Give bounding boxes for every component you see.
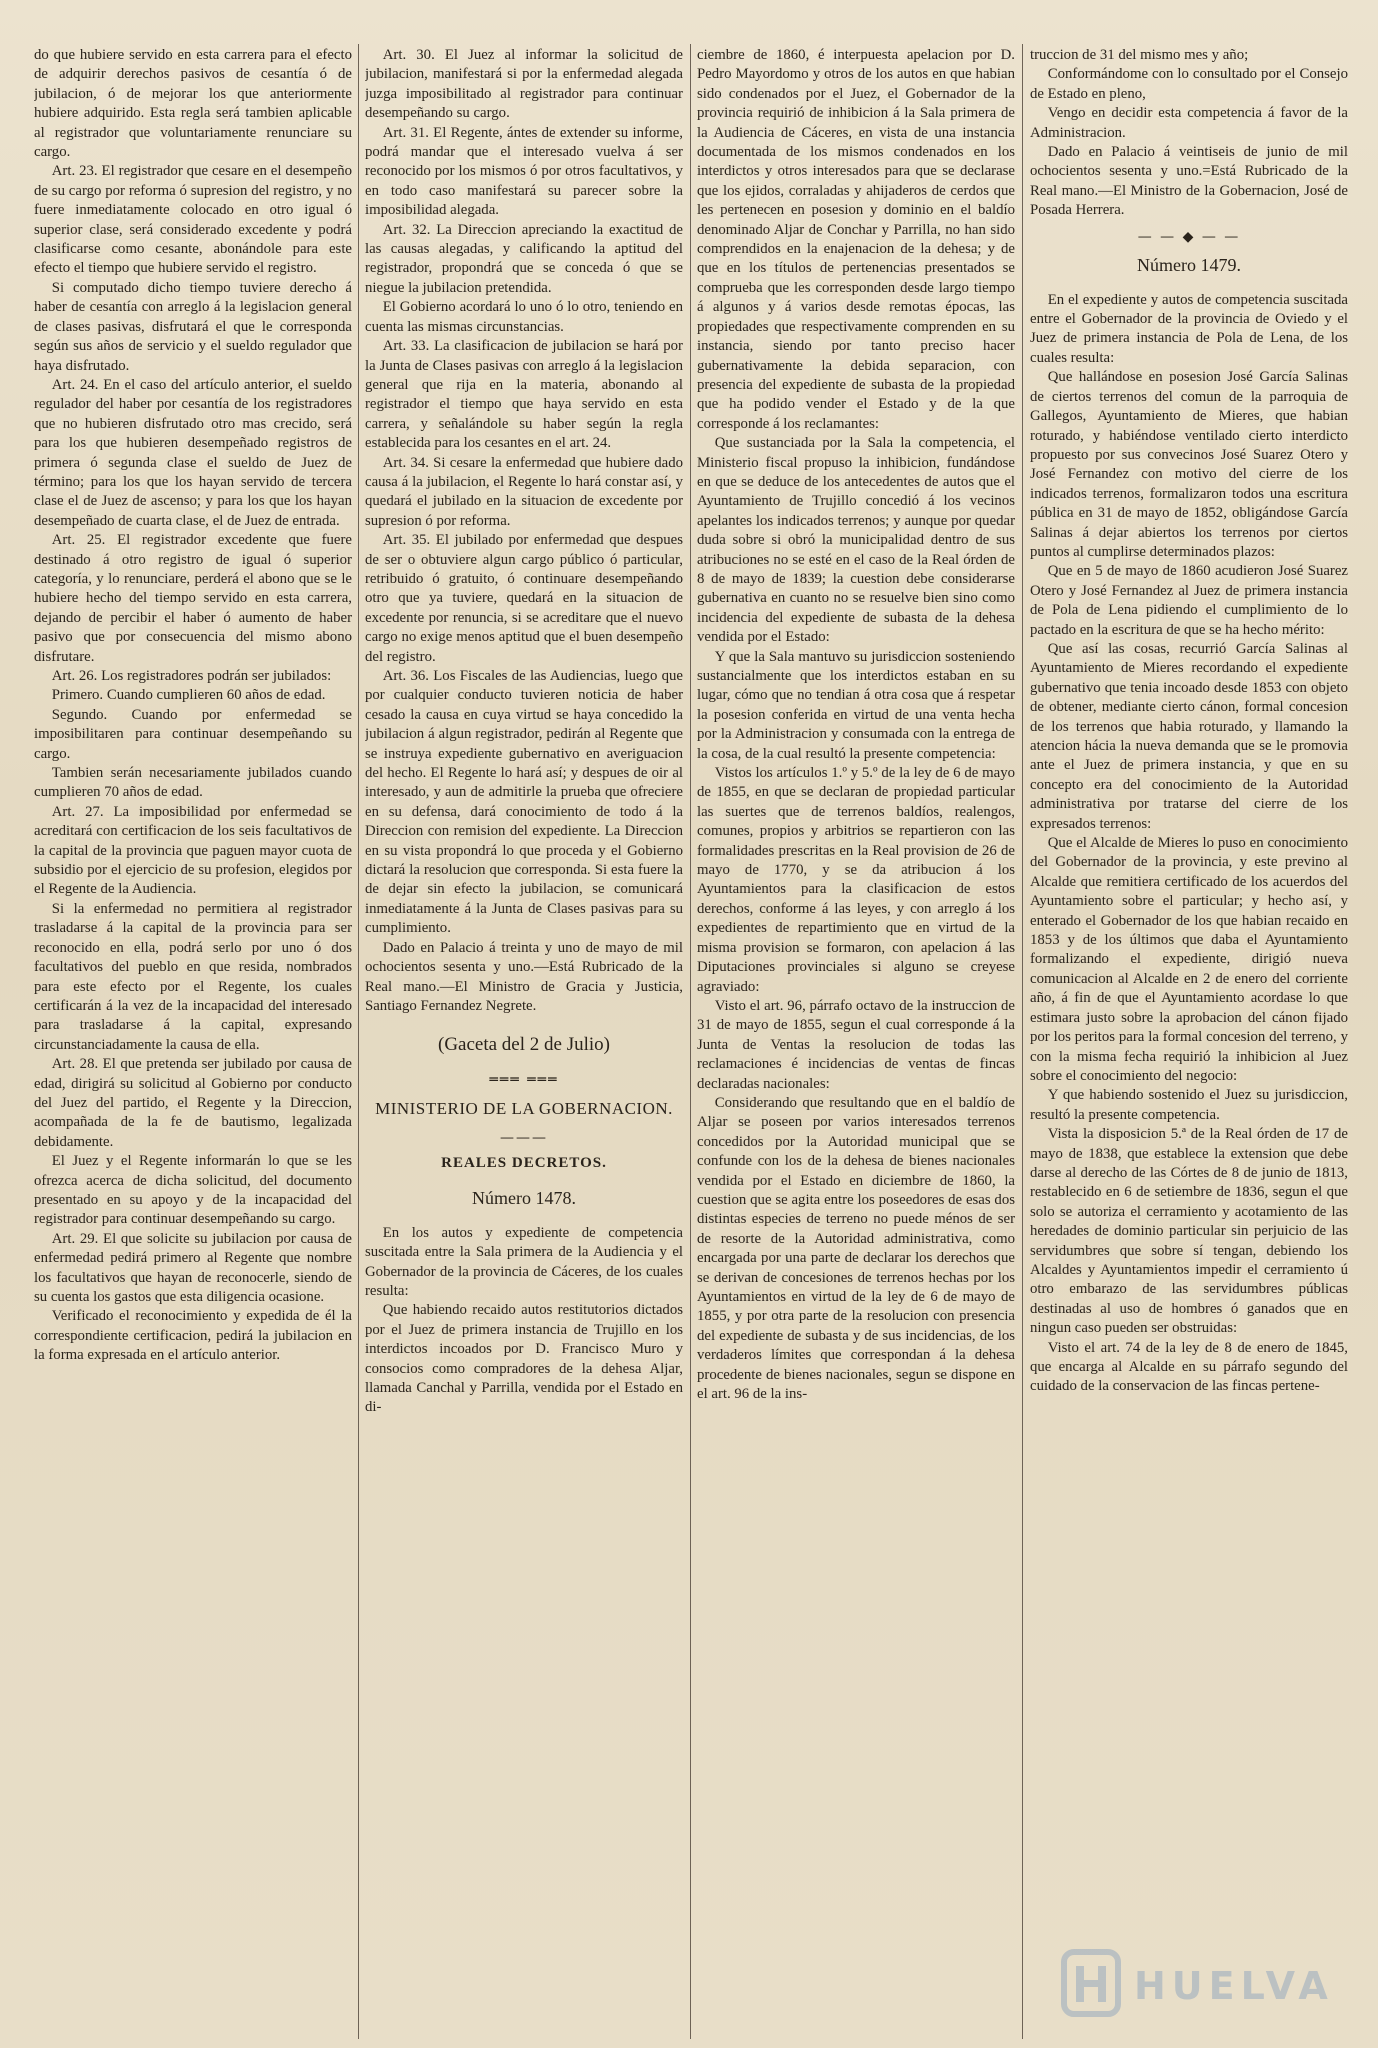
column-3 [697,46,1015,2036]
paragraph: Que habiendo recaido autos restitutorios dictados por el Juez de primera instancia de Trujillo en los interdictos incoados por D. Francisco Muro y consocios como compradores de la dehesa Aljar, llamada Canchal y Parrilla, vendida por el Estado en di- [365,1302,683,1416]
paragraph: Art. 36. Los Fiscales de las Audiencias, luego que por cualquier conducto tuvieren noticia de haber cesado la causa en cuya virtud se haya concedido la jubilacion á algun registrador, pedirán al Regente que se instruya expediente gubernativo en averiguacion del hecho. El Regente lo hará así; y despues de oir al interesado, y aun de admitirle la prueba que ofreciere en su defensa, dará conocimiento de todo á la Direccion con remision del expediente. La Direccion en su vista propondrá lo que proceda y el Gobierno dictará la resolucion que corresponda. Si esta fuere la de dejar sin efecto la jubilacion, se comunicará inmediatamente á la Junta de Clases pasivas para su cumplimiento. [365,668,683,937]
paragraph: Y que habiendo sostenido el Juez su jurisdiccion, resultó la presente competencia. [1030,1087,1348,1123]
paragraph: Art. 34. Si cesare la enfermedad que hubiere dado causa á la jubilacion, el Regente lo hará constar así, y quedará el jubilado en la situacion de excedente por supresion ó por reforma. [365,454,683,529]
section-heading: REALES DECRETOS. [441,1155,607,1172]
paragraph: Art. 29. El que solicite su jubilacion por causa de enfermedad pedirá primero al Regente que nombre los facultativos que hayan de reconocerle, siendo de su cuenta los gastos que esta diligencia ocasione. [34,1230,352,1305]
paragraph: Visto el art. 74 de la ley de 8 de enero de 1845, que encarga al Alcalde en su párrafo segundo del cuidado de la conservacion de las fincas pertene- [1030,1339,1348,1395]
paragraph: En los autos y expediente de competencia suscitada entre la Sala primera de la Audiencia y el Gobernador de la provincia de Cáceres, de los cuales resulta: [365,1224,683,1299]
paragraph: truccion de 31 del mismo mes y año; [1030,47,1249,63]
paragraph: Vengo en decidir esta competencia á favor de la Administracion. [1030,105,1348,141]
column-4 [1030,46,1348,2036]
paragraph: Y que la Sala mantuvo su jurisdiccion sosteniendo sustancialmente que los interdictos estaban en su lugar, cómo que no tendian á otra cosa que á respetar la posesion conferida en virtud de una venta hecha por la Administracion y consumada con la entrega de la cosa, de la cual resultó la presente competencia: [697,648,1015,762]
paragraph: Art. 28. El que pretenda ser jubilado por causa de edad, dirigirá su solicitud al Gobierno por conducto del Juez del partido, el Regente y la Direccion, acompañada de la fe de bautismo, legalizada debidamente. [34,1056,352,1150]
paragraph: ciembre de 1860, é interpuesta apelacion por D. Pedro Mayordomo y otros de los autos en que habian sido condenados por el Juez, el Gobernador de la provincia requirió de inhibicion á la Sala primera de la Audiencia de Cáceres, en vista de una instancia documentada de los mismos condenados en los interdictos y otros interesados para que se declarase que los ejidos, corraladas y ahijaderos de cerdos que les pertenecen en posesion y dominio en el baldío denominado Aljar de Conchar y Parrilla, no han sido comprendidos en la enajenacion de la dehesa; y de que en los títulos de pertenencias presentados se comprueba que les corresponden desde largo tiempo á algunos y á varios desde remotas épocas, las propiedades que respectivamente comprenden en su instancia, siendo por tanto preciso hacer gubernativamente la debida separacion, con presencia del expediente de subasta de la propiedad que ha podido vender el Estado y de la que corresponde á los reclamantes: [697,47,1015,432]
paragraph: Conformándome con lo consultado por el Consejo de Estado en pleno, [1030,66,1348,102]
column-rule [1022,44,1023,2039]
paragraph: Art. 33. La clasificacion de jubilacion se hará por la Junta de Clases pasivas con arreglo á la legislacion general que rija en la materia, abonando al registrador el tiempo que haya servido en esta carrera, y señalándole su haber según la regla establecida para los cesantes en el art. 24. [365,338,683,452]
decree-number: Número 1478. [472,1187,576,1208]
paragraph: Art. 35. El jubilado por enfermedad que despues de ser o obtuviere algun cargo público ó particular, retribuido ó gratuito, ó continuare desempeñando otro que ya tuviere, quedará en la situacion de excedente por renuncia, si se acreditare que el nuevo cargo no exige menos aptitud que el buen desempeño del registro. [365,532,683,665]
paragraph: Verificado el reconocimiento y expedida de él la correspondiente certificacion, pedirá la jubilacion en la forma expresada en el artículo anterior. [34,1308,352,1364]
ornament-divider: ═══ ═══ [489,1072,559,1089]
paragraph: El Gobierno acordará lo uno ó lo otro, teniendo en cuenta las mismas circunstancias. [365,299,683,335]
paragraph: Que en 5 de mayo de 1860 acudieron José Suarez Otero y José Fernandez al Juez de primera instancia de Pola de Lena pidiendo el cumplimiento de lo pactado en la escritura de que se ha hecho mérito: [1030,563,1348,638]
paragraph: Vista la disposicion 5.ª de la Real órden de 17 de mayo de 1838, que establece la extension que debe darse al derecho de las Córtes de 8 de junio de 1813, restablecido en 6 de setiembre de 1836, segun el que solo se autoriza el cerramiento y acotamiento de las heredades de dominio particular sin perjuicio de las servidumbres que sobre sí tengan, debiendo los Alcaldes y Ayuntamientos impedir el cerramiento ú otro embarazo de las servidumbres públicas destinadas al uso de hombres ó ganados que en ningun caso pueden ser obstruidas: [1030,1126,1348,1337]
paragraph: Art. 24. En el caso del artículo anterior, el sueldo regulador del haber por cesantía de los registradores que no hubieren disfrutado otro mas crecido, será para los que hubieren desempeñado registros de primera ó segunda clase el sueldo de Juez de término; para los que los hayan servido de tercera clase el de Juez de ascenso; y para los que los hayan desempeñado de cuarta clase, el de Juez de entrada. [34,376,352,529]
gaceta-date: (Gaceta del 2 de Julio) [438,1034,610,1056]
paragraph: Art. 23. El registrador que cesare en el desempeño de su cargo por reforma ó supresion del registro, y no fuere inmediatamente colocado en otro igual ó superior clase, será considerado excedente y podrá clasificarse como cesante, abonándole para este efecto el tiempo que hubiere servido el registro. [34,163,352,277]
paragraph: Tambien serán necesariamente jubilados cuando cumplieren 70 años de edad. [34,765,352,801]
paragraph: Que hallándose en posesion José García Salinas de ciertos terrenos del comun de la parroquia de Gallegos, Ayuntamiento de Mieres, que habian roturado, y habiéndose ventilado cierto interdicto propuesto por sus convecinos José Suarez Otero y José Fernandez con motivo del cierre de los indicados terrenos, formalizaron todos una escritura pública en 31 de mayo de 1852, obligándose García Salinas á dejar abiertos los terrenos por ciertos puntos al cumplirse determinados plazos: [1030,369,1348,560]
watermark-text: HUELVA [1134,1964,1334,2008]
paragraph: Si computado dicho tiempo tuviere derecho á haber de cesantía con arreglo á la legislacion general de clases pasivas, disfrutará el que le corresponda según sus años de servicio y el sueldo regulador que haya disfrutado. [34,279,352,374]
paragraph: Art. 27. La imposibilidad por enfermedad se acreditará con certificacion de los seis facultativos de la capital de la provincia que paguen mayor cuota de subsidio por el ejercicio de su profesion, elegidos por el Regente de la Audiencia. [34,803,352,898]
short-rule: ——— [500,1130,548,1147]
column-rule [690,44,691,2039]
paragraph: Art. 26. Los registradores podrán ser jubilados: [51,668,332,684]
column-2 [365,46,683,2036]
paragraph: Art. 30. El Juez al informar la solicitud de jubilacion, manifestará si por la enfermedad alegada juzga imposibilitado al registrador para continuar desempeñando su cargo. [365,47,683,122]
paragraph: Vistos los artículos 1.º y 5.º de la ley de 6 de mayo de 1855, en que se declaran de propiedad particular las suertes que de terrenos baldíos, realengos, comunes, propios y arbitrios se repartieron con las formalidades prescritas en la Real provision de 26 de mayo de 1770, y se da atribucion á los Ayuntamientos para la clasificacion de estos derechos, conforme á las leyes, y con arreglo á los expedientes de repartimiento que en virtud de la misma provision se formaron, con apelacion á las Diputaciones provinciales si alguno se creyese agraviado: [697,765,1015,995]
paragraph: Art. 32. La Direccion apreciando la exactitud de las causas alegadas, y calificando la aptitud del registrador, propondrá que se conceda ó que se niegue la jubilacion pretendida. [365,221,683,296]
paragraph: Considerando que resultando que en el baldío de Aljar se poseen por varios interesados terrenos concedidos por la Autoridad municipal que se confunde con los de la dehesa de bienes nacionales vendida por el Estado en diciembre de 1860, la cuestion que se agita entre los poseedores de esas dos distintas especies de terreno no puede ménos de ser de resorte de la Autoridad administrativa, como encargada por una parte de declarar los derechos que se derivan de concesiones de terrenos hechas por los Ayuntamientos en virtud de la ley de 6 de mayo de 1855, y por otra parte de la resolucion con presencia del expediente de subasta y de sus incidencias, de los verdaderos límites que correspondan á la dehesa procedente de bienes nacionales, segun se dispone en el art. 96 de la ins- [697,1094,1015,1403]
paragraph: do que hubiere servido en esta carrera para el efecto de adquirir derechos pasivos de cesantía ó de jubilacion, ó de mejorar los que anteriormente hubiere adquirido. Esta regla será tambien aplicable al registrador que voluntariamente renunciare su cargo. [34,47,352,161]
decree-number: Número 1479. [1137,254,1241,275]
archive-seal-icon [1056,1942,1126,2022]
paragraph: Dado en Palacio á veintiseis de junio de mil ochocientos sesenta y uno.=Está Rubricado de la Real mano.—El Ministro de la Gobernacion, José de Posada Herrera. [1030,144,1348,219]
column-1 [34,46,352,2036]
paragraph: El Juez y el Regente informarán lo que se les ofrezca acerca de dicha solicitud, del documento presentado en su apoyo y de la incapacidad del registrador para continuar desempeñando su cargo. [34,1153,352,1228]
archive-watermark [1056,1942,1356,2032]
paragraph: Primero. Cuando cumplieren 60 años de edad. [51,687,326,704]
paragraph: Dado en Palacio á treinta y uno de mayo de mil ochocientos sesenta y uno.—Está Rubricado de la Real mano.—El Ministro de Gracia y Justicia, Santiago Fernandez Negrete. [365,939,683,1014]
paragraph: Visto el art. 96, párrafo octavo de la instruccion de 31 de mayo de 1855, segun el cual corresponde á la Junta de Ventas la resolucion de todas las reclamaciones é incidencias de ventas de fincas declaradas nacionales: [697,997,1015,1092]
paragraph: Art. 25. El registrador excedente que fuere destinado á otro registro de igual ó superior categoría, y lo renunciare, perderá el abono que se le hubiere hecho del tiempo servido en esta carrera, dejando de percibir el haber ó aumento de haber pasivo que por consecuencia del mismo abono disfrutare. [34,532,352,665]
ornament-divider: — — ◆ — — [1137,228,1241,245]
paragraph: Art. 31. El Regente, ántes de extender su informe, podrá mandar que el interesado vuelva á ser reconocido por los mismos ó por otros facultativos, y en todo caso manifestará su parecer sobre la imposibilidad alegada. [365,124,683,219]
column-rule [358,44,359,2039]
paragraph: Segundo. Cuando por enfermedad se imposibilitaren para continuar desempeñando su cargo. [34,706,352,762]
ministry-heading: MINISTERIO DE LA GOBERNACION. [375,1099,673,1119]
paragraph: Que sustanciada por la Sala la competencia, el Ministerio fiscal propuso la inhibicion, fundándose en que se deduce de los antecedentes de autos que el Ayuntamiento de Trujillo concedió á los vecinos apelantes los indicados terrenos; y aunque por quedar duda sobre si obró la municipalidad dentro de sus atribuciones no se esté en el caso de la Real órden de 8 de mayo de 1839; la cuestion debe considerarse gubernativa en cuanto no se resuelve bien sino como incidencia del expediente de subasta de la dehesa vendida por el Estado: [697,435,1015,646]
paragraph: Si la enfermedad no permitiera al registrador trasladarse á la capital de la provincia para ser reconocido en ella, podrá serlo por uno ó dos facultativos del pueblo en que resida, nombrados para este efecto por el Regente, los cuales certificarán á la vez de la incapacidad del interesado para trasladarse á la capital, expresando circunstanciadamente la causa de ella. [34,900,352,1053]
paragraph: En el expediente y autos de competencia suscitada entre el Gobernador de la provincia de Oviedo y el Juez de primera instancia de Pola de Lena, de los cuales resulta: [1030,291,1348,366]
paragraph: Que así las cosas, recurrió García Salinas al Ayuntamiento de Mieres recordando el expediente gubernativo que tenia incoado desde 1853 con objeto de obtener, mediante cierto cánon, formal concesion de los terrenos que habia roturado, y llamando la atencion hácia la nueva demanda que se le promovia ante el Juez de primera instancia, y que en su concepto era del conocimiento de la Autoridad administrativa por tratarse del cierre de los expresados terrenos: [1030,640,1348,832]
paragraph: Que el Alcalde de Mieres lo puso en conocimiento del Gobernador de la provincia, y este previno al Alcalde que remitiera certificado de los acuerdos del Ayuntamiento sobre el particular; y hecho así, y enterado el Gobernador de los que habian recaido en 1853 y de los últimos que daba el Ayuntamiento formalizando el expediente, dirigió nueva comunicacion al Alcalde en 2 de enero del corriente año, á fin de que el Ayuntamiento acordase lo que estimara justo sobre la aprobacion del cánon fijado por los peritos para la formal concesion del terreno, y con la misma fecha requirió la inhibicion al Juez sobre el conocimiento del negocio: [1030,835,1348,1084]
